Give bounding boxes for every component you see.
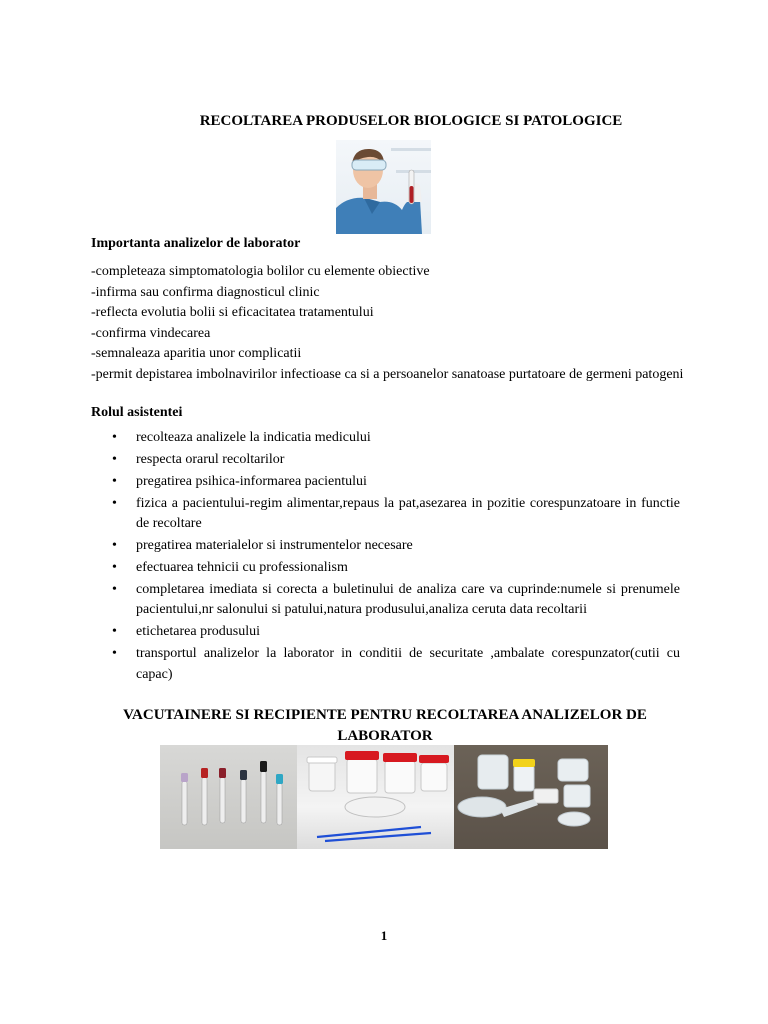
vacutainers-photo xyxy=(160,745,297,849)
page-number: 1 xyxy=(380,928,388,943)
importance-heading: Importanta analizelor de laborator xyxy=(91,236,301,251)
lab-technician-photo xyxy=(336,140,431,234)
importance-list xyxy=(91,262,691,385)
lab-technician-illustration xyxy=(336,140,431,234)
list-item: • completarea imediata si corecta a buletinului de analiza care va cuprinde:numele si prenumele pacientului,nr salonului si patului,natura produsului,analiza ceruta data recoltarii xyxy=(112,580,680,621)
list-item: -permit depistarea imbolnavirilor infectioase ca si a persoanelor sanatoase purtatoare de germeni patogeni xyxy=(91,366,684,382)
list-item: • fizica a pacientului-regim alimentar,repaus la pat,asezarea in pozitie corespunzatoare in functie de recoltare xyxy=(112,494,680,535)
list-item: • transportul analizelor la laborator in conditii de securitate ,ambalate corespunzator(cutii cu capac) xyxy=(112,644,680,685)
list-item: • etichetarea produsului xyxy=(112,622,680,643)
list-item: • recolteaza analizele la indicatia medicului xyxy=(112,428,680,449)
role-heading: Rolul asistentei xyxy=(91,405,183,420)
list-item: -completeaza simptomatologia bolilor cu elemente obiective xyxy=(91,264,430,279)
list-item: -reflecta evolutia bolii si eficacitatea tratamentului xyxy=(91,305,374,320)
list-item: -semnaleaza aparitia unor complicatii xyxy=(91,346,302,361)
role-list xyxy=(112,428,680,687)
plastic-containers-photo xyxy=(454,745,608,849)
page-title: RECOLTAREA PRODUSELOR BIOLOGICE SI PATOLOGICE xyxy=(199,113,623,129)
list-item: • respecta orarul recoltarilor xyxy=(112,450,680,471)
list-item: -confirma vindecarea xyxy=(91,325,211,341)
containers-photo-strip xyxy=(160,745,608,849)
plastic-containers-illustration xyxy=(454,745,608,849)
list-item: • efectuarea tehnicii cu professionalism xyxy=(112,558,680,579)
specimen-cups-photo xyxy=(297,745,454,849)
list-item: -infirma sau confirma diagnosticul clinic xyxy=(91,284,320,300)
list-item: • pregatirea psihica-informarea pacientului xyxy=(112,472,680,493)
specimen-cups-illustration xyxy=(297,745,454,849)
containers-heading: VACUTAINERE SI RECIPIENTE PENTRU RECOLTAREA ANALIZELOR DE LABORATOR xyxy=(123,707,647,744)
list-item: • pregatirea materialelor si instrumentelor necesare xyxy=(112,536,680,557)
vacutainer-tubes-illustration xyxy=(160,745,297,849)
